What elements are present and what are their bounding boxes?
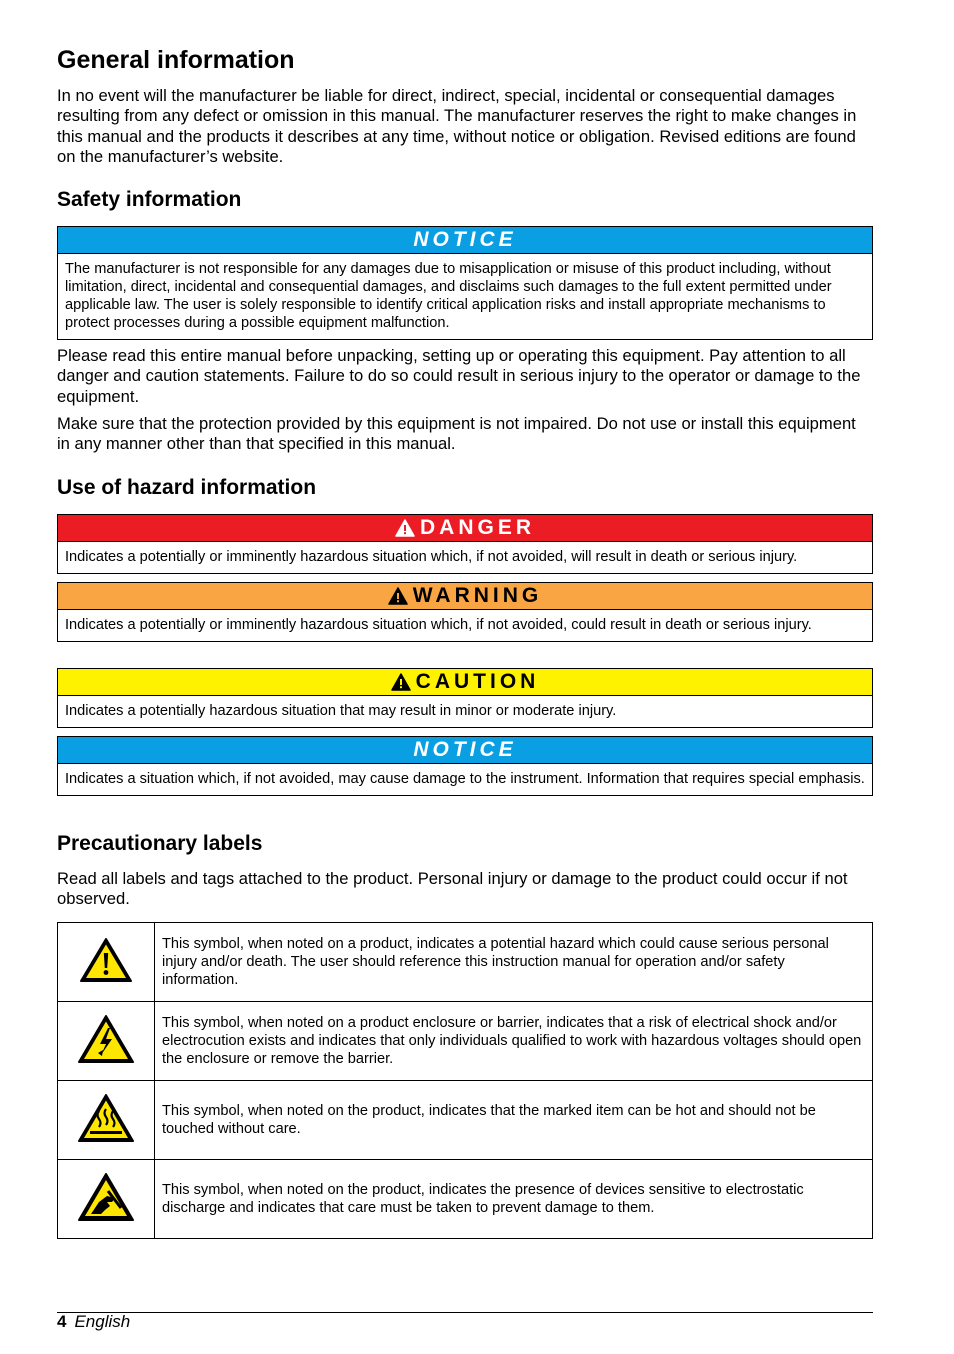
general-information-body: In no event will the manufacturer be liable for direct, indirect, special, incidental or consequential damages resulting from any defect or omission in this manual. The manufacturer reserves the right to make changes in this manual and the products it describes at any time, without notice or obligation. Revised editions are found on the manufacturer’s website.: [57, 86, 857, 167]
notice-header: NOTICE: [58, 737, 872, 764]
danger-box: [57, 514, 873, 574]
caution-box: [57, 668, 873, 728]
safety-notice-text: The manufacturer is not responsible for any damages due to misapplication or misuse of this product including, without limitation, direct, incidental and consequential damages, and disclaims such damages to the full extent permitted under applicable law. The user is solely responsible to identify critical application risks and install appropriate mechanisms to protect processes during a possible equipment malfunction.: [65, 261, 832, 331]
notice-header: NOTICE: [58, 227, 872, 254]
table-row: [58, 923, 873, 1002]
warning-box: [57, 582, 873, 642]
general-information-title: General information: [57, 46, 295, 74]
icon-cell: [58, 1160, 155, 1239]
icon-cell: [58, 1081, 155, 1160]
safety-paragraph-2: Make sure that the protection provided by this equipment is not impaired. Do not use or install this equipment in any manner other than that specified in this manual.: [57, 414, 856, 454]
caution-label: CAUTION: [415, 670, 540, 693]
caution-text: Indicates a potentially hazardous situation that may result in minor or moderate injury.: [65, 703, 617, 719]
icon-cell: [58, 1002, 155, 1081]
label-description: This symbol, when noted on a product enclosure or barrier, indicates that a risk of electrical shock and/or electrocution exists and indicates that only individuals qualified to work with hazardous voltages should open the enclosure or remove the barrier.: [155, 1002, 873, 1081]
safety-paragraph-1: Please read this entire manual before unpacking, setting up or operating this equipment. Pay attention to all danger and caution statements. Failure to do so could result in serious injury to the operator or damage to the equipment.: [57, 346, 861, 406]
danger-label: DANGER: [419, 516, 535, 539]
warning-triangle-icon: [388, 587, 408, 605]
danger-text: Indicates a potentially or imminently hazardous situation which, if not avoided, will result in death or serious injury.: [65, 549, 798, 565]
safety-notice-box: [57, 226, 873, 340]
warning-triangle-icon: [391, 673, 411, 691]
table-row: [58, 1160, 873, 1239]
warning-triangle-icon: [395, 519, 415, 537]
label-description: This symbol, when noted on a product, indicates a potential hazard which could cause serious personal injury and/or death. The user should reference this instruction manual for operation and/or safety information.: [155, 923, 873, 1002]
hazard-notice-box: [57, 736, 873, 796]
warning-text: Indicates a potentially or imminently hazardous situation which, if not avoided, could result in death or serious injury.: [65, 617, 812, 633]
electrical-shock-icon: [77, 1014, 135, 1064]
icon-cell: [58, 923, 155, 1002]
danger-header: [58, 515, 872, 542]
page-footer: [57, 1311, 130, 1333]
label-description: This symbol, when noted on the product, indicates that the marked item can be hot and should not be touched without care.: [155, 1081, 873, 1160]
hazard-notice-text: Indicates a situation which, if not avoided, may cause damage to the instrument. Information that requires special emphasis.: [65, 771, 865, 787]
precautionary-labels-table: [57, 922, 873, 1239]
general-hazard-icon: [79, 937, 133, 983]
warning-header: [58, 583, 872, 610]
hazard-information-title: Use of hazard information: [57, 476, 317, 499]
safety-information-title: Safety information: [57, 188, 242, 211]
label-description: This symbol, when noted on the product, indicates the presence of devices sensitive to electrostatic discharge and indicates that care must be taken to prevent damage to them.: [155, 1160, 873, 1239]
caution-header: [58, 669, 872, 696]
table-row: [58, 1081, 873, 1160]
precautionary-intro: Read all labels and tags attached to the product. Personal injury or damage to the product could occur if not observed.: [57, 869, 848, 909]
hot-surface-icon: [77, 1093, 135, 1143]
page-number: 4: [57, 1312, 67, 1331]
electrostatic-discharge-icon: [77, 1172, 135, 1222]
footer-divider: [57, 1312, 873, 1313]
table-row: [58, 1002, 873, 1081]
warning-label: WARNING: [412, 584, 543, 607]
precautionary-labels-title: Precautionary labels: [57, 832, 263, 855]
footer-language: English: [74, 1312, 131, 1331]
